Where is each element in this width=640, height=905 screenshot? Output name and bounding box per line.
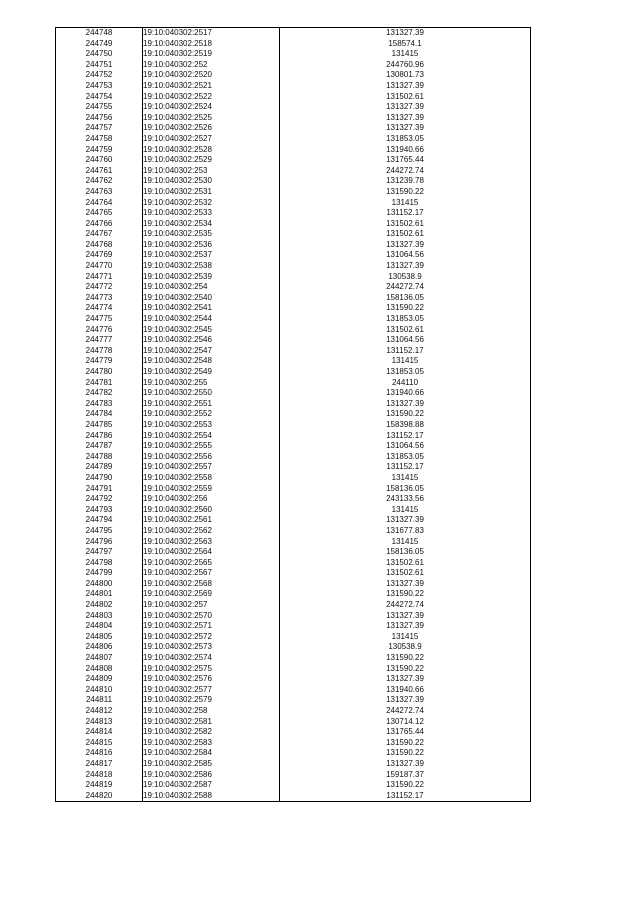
cadastral-number-cell: 19:10:040302:2555	[143, 441, 280, 452]
table-row	[56, 579, 531, 590]
value-cell: 131590.22	[386, 409, 424, 419]
value-cell: 244272.74	[386, 165, 424, 175]
row-id-cell: 244802	[56, 600, 143, 611]
table-row	[56, 102, 531, 113]
cadastral-number-cell: 19:10:040302:2517	[143, 28, 280, 39]
row-id-cell: 244756	[56, 113, 143, 124]
cadastral-number-cell: 19:10:040302:2556	[143, 452, 280, 463]
row-id-cell: 244752	[56, 70, 143, 81]
row-id-cell: 244803	[56, 611, 143, 622]
table-row	[56, 70, 531, 81]
cadastral-number-cell: 19:10:040302:2584	[143, 748, 280, 759]
value-cell: 131765.44	[386, 727, 424, 737]
table-row	[56, 399, 531, 410]
table-row	[56, 123, 531, 134]
cadastral-number-cell: 19:10:040302:2585	[143, 759, 280, 770]
table-row	[56, 49, 531, 60]
cadastral-number-cell: 19:10:040302:2574	[143, 653, 280, 664]
table-row	[56, 134, 531, 145]
cadastral-number-cell: 19:10:040302:253	[143, 166, 280, 177]
row-id-cell: 244820	[56, 791, 143, 802]
row-id-cell: 244749	[56, 39, 143, 50]
value-cell: 130801.73	[386, 70, 424, 80]
cadastral-number-cell: 19:10:040302:2540	[143, 293, 280, 304]
value-cell: 131677.83	[386, 525, 424, 535]
table-row	[56, 145, 531, 156]
cadastral-number-cell: 19:10:040302:2560	[143, 505, 280, 516]
table-row	[56, 240, 531, 251]
cadastral-number-cell: 19:10:040302:2572	[143, 632, 280, 643]
value-cell: 131853.05	[386, 451, 424, 461]
table-row	[56, 166, 531, 177]
cadastral-number-cell: 19:10:040302:2520	[143, 70, 280, 81]
value-cell: 131940.66	[386, 144, 424, 154]
value-cell: 131064.56	[386, 335, 424, 345]
table-row	[56, 303, 531, 314]
cadastral-number-cell: 19:10:040302:2573	[143, 642, 280, 653]
value-cell: 131327.39	[386, 621, 424, 631]
value-cell: 131590.22	[386, 186, 424, 196]
row-id-cell: 244787	[56, 441, 143, 452]
row-id-cell: 244791	[56, 484, 143, 495]
row-id-cell: 244813	[56, 717, 143, 728]
cadastral-number-cell: 19:10:040302:2546	[143, 335, 280, 346]
document-page	[55, 27, 531, 802]
row-id-cell: 244758	[56, 134, 143, 145]
cadastral-number-cell: 19:10:040302:2564	[143, 547, 280, 558]
cadastral-number-cell: 19:10:040302:2553	[143, 420, 280, 431]
table-row	[56, 611, 531, 622]
value-cell: 131502.61	[386, 324, 424, 334]
table-row	[56, 155, 531, 166]
row-id-cell: 244798	[56, 558, 143, 569]
table-row	[56, 187, 531, 198]
value-cell: 244110	[391, 377, 419, 387]
cadastral-number-cell: 19:10:040302:2536	[143, 240, 280, 251]
table-row	[56, 727, 531, 738]
cadastral-number-cell: 19:10:040302:2586	[143, 770, 280, 781]
table-row	[56, 558, 531, 569]
table-row	[56, 664, 531, 675]
cadastral-number-cell: 19:10:040302:2522	[143, 92, 280, 103]
row-id-cell: 244773	[56, 293, 143, 304]
value-cell: 131502.61	[386, 229, 424, 239]
cadastral-number-cell: 19:10:040302:2550	[143, 388, 280, 399]
table-row	[56, 526, 531, 537]
table-row	[56, 92, 531, 103]
value-cell: 131327.39	[386, 695, 424, 705]
value-cell: 131327.39	[386, 239, 424, 249]
cadastral-number-cell: 19:10:040302:2539	[143, 272, 280, 283]
cadastral-number-cell: 19:10:040302:2547	[143, 346, 280, 357]
value-cell: 131502.61	[386, 218, 424, 228]
value-cell: 131415	[391, 356, 419, 366]
cadastral-number-cell: 19:10:040302:2545	[143, 325, 280, 336]
cadastral-number-cell: 19:10:040302:2529	[143, 155, 280, 166]
row-id-cell: 244786	[56, 431, 143, 442]
value-cell: 131502.61	[386, 91, 424, 101]
cadastral-number-cell: 19:10:040302:2533	[143, 208, 280, 219]
table-row	[56, 706, 531, 717]
table-row	[56, 409, 531, 420]
row-id-cell: 244794	[56, 515, 143, 526]
row-id-cell: 244800	[56, 579, 143, 590]
cadastral-number-cell: 19:10:040302:2562	[143, 526, 280, 537]
row-id-cell: 244780	[56, 367, 143, 378]
cadastral-number-cell: 19:10:040302:2583	[143, 738, 280, 749]
cadastral-number-cell: 19:10:040302:2551	[143, 399, 280, 410]
row-id-cell: 244759	[56, 145, 143, 156]
table-row	[56, 695, 531, 706]
value-cell: 131502.61	[386, 568, 424, 578]
cadastral-number-cell: 19:10:040302:2534	[143, 219, 280, 230]
table-row	[56, 515, 531, 526]
value-cell: 131327.39	[386, 80, 424, 90]
row-id-cell: 244805	[56, 632, 143, 643]
row-id-cell: 244793	[56, 505, 143, 516]
row-id-cell: 244783	[56, 399, 143, 410]
value-cell: 131327.39	[386, 578, 424, 588]
table-row	[56, 113, 531, 124]
value-cell: 131327.39	[386, 261, 424, 271]
value-cell: 130714.12	[386, 716, 424, 726]
row-id-cell: 244799	[56, 568, 143, 579]
table-row	[56, 589, 531, 600]
cadastral-number-cell: 19:10:040302:2579	[143, 695, 280, 706]
row-id-cell: 244750	[56, 49, 143, 60]
cadastral-number-cell: 19:10:040302:2568	[143, 579, 280, 590]
table-row	[56, 378, 531, 389]
table-row	[56, 208, 531, 219]
table-row	[56, 717, 531, 728]
row-id-cell: 244797	[56, 547, 143, 558]
value-cell: 244760.96	[386, 59, 424, 69]
table-row	[56, 452, 531, 463]
value-cell: 131415	[391, 536, 419, 546]
cadastral-number-cell: 19:10:040302:2528	[143, 145, 280, 156]
row-id-cell: 244815	[56, 738, 143, 749]
row-id-cell: 244761	[56, 166, 143, 177]
cadastral-number-cell: 19:10:040302:2549	[143, 367, 280, 378]
row-id-cell: 244785	[56, 420, 143, 431]
cadastral-number-cell: 19:10:040302:2557	[143, 462, 280, 473]
row-id-cell: 244792	[56, 494, 143, 505]
cadastral-number-cell: 19:10:040302:2563	[143, 537, 280, 548]
value-cell: 131590.22	[386, 589, 424, 599]
table-row	[56, 81, 531, 92]
table-row	[56, 261, 531, 272]
value-cell: 131152.17	[386, 208, 424, 218]
cadastral-number-cell: 19:10:040302:252	[143, 60, 280, 71]
row-id-cell: 244772	[56, 282, 143, 293]
value-cell: 131239.78	[386, 176, 424, 186]
value-cell: 159187.37	[386, 769, 424, 779]
table-row	[56, 282, 531, 293]
table-row	[56, 505, 531, 516]
row-id-cell: 244768	[56, 240, 143, 251]
table-row	[56, 748, 531, 759]
table-row	[56, 293, 531, 304]
table-row	[56, 484, 531, 495]
row-id-cell: 244757	[56, 123, 143, 134]
value-cell: 131415	[391, 631, 419, 641]
table-row	[56, 388, 531, 399]
row-id-cell: 244816	[56, 748, 143, 759]
cadastral-number-cell: 19:10:040302:2538	[143, 261, 280, 272]
cadastral-number-cell: 19:10:040302:256	[143, 494, 280, 505]
cadastral-number-cell: 19:10:040302:2526	[143, 123, 280, 134]
table-row	[56, 685, 531, 696]
cadastral-number-cell: 19:10:040302:2527	[143, 134, 280, 145]
row-id-cell: 244806	[56, 642, 143, 653]
value-cell: 131327.39	[386, 398, 424, 408]
table-row	[56, 272, 531, 283]
row-id-cell: 244789	[56, 462, 143, 473]
row-id-cell: 244771	[56, 272, 143, 283]
table-row	[56, 420, 531, 431]
table-row	[56, 600, 531, 611]
cadastral-number-cell: 19:10:040302:257	[143, 600, 280, 611]
row-id-cell: 244778	[56, 346, 143, 357]
table-row	[56, 441, 531, 452]
row-id-cell: 244784	[56, 409, 143, 420]
row-id-cell: 244807	[56, 653, 143, 664]
value-cell: 131940.66	[386, 684, 424, 694]
row-id-cell: 244753	[56, 81, 143, 92]
cadastral-number-cell: 19:10:040302:2530	[143, 176, 280, 187]
row-id-cell: 244755	[56, 102, 143, 113]
data-table	[55, 27, 531, 802]
table-row	[56, 473, 531, 484]
cadastral-number-cell: 19:10:040302:2554	[143, 431, 280, 442]
row-id-cell: 244781	[56, 378, 143, 389]
table-row	[56, 770, 531, 781]
cadastral-number-cell: 19:10:040302:2571	[143, 621, 280, 632]
row-id-cell: 244790	[56, 473, 143, 484]
table-row	[56, 346, 531, 357]
value-cell: 158136.05	[386, 292, 424, 302]
table-row	[56, 60, 531, 71]
cadastral-number-cell: 19:10:040302:2552	[143, 409, 280, 420]
row-id-cell: 244796	[56, 537, 143, 548]
cadastral-number-cell: 19:10:040302:2582	[143, 727, 280, 738]
value-cell: 131502.61	[386, 557, 424, 567]
cadastral-number-cell: 19:10:040302:2565	[143, 558, 280, 569]
table-row	[56, 621, 531, 632]
value-cell: 244272.74	[386, 600, 424, 610]
row-id-cell: 244795	[56, 526, 143, 537]
table-row	[56, 219, 531, 230]
cadastral-number-cell: 19:10:040302:255	[143, 378, 280, 389]
row-id-cell: 244764	[56, 198, 143, 209]
row-id-cell: 244748	[56, 28, 143, 39]
row-id-cell: 244811	[56, 695, 143, 706]
value-cell: 131327.39	[386, 515, 424, 525]
row-id-cell: 244776	[56, 325, 143, 336]
value-cell: 131152.17	[386, 430, 424, 440]
value-cell: 131327.39	[386, 674, 424, 684]
value-cell: 158398.88	[386, 419, 424, 429]
cadastral-number-cell: 19:10:040302:2541	[143, 303, 280, 314]
cadastral-number-cell: 19:10:040302:2524	[143, 102, 280, 113]
value-cell: 130538.9	[388, 271, 422, 281]
table-row	[56, 250, 531, 261]
cadastral-number-cell: 19:10:040302:2558	[143, 473, 280, 484]
table-row	[56, 431, 531, 442]
value-cell: 131327.39	[386, 102, 424, 112]
value-cell: 131590.22	[386, 653, 424, 663]
value-cell: 131590.22	[386, 748, 424, 758]
table-row	[56, 547, 531, 558]
value-cell: 131327.39	[386, 28, 424, 37]
table-row	[56, 494, 531, 505]
cadastral-number-cell: 19:10:040302:2518	[143, 39, 280, 50]
row-id-cell: 244767	[56, 229, 143, 240]
table-row	[56, 653, 531, 664]
value-cell: 131590.22	[386, 303, 424, 313]
table-row	[56, 335, 531, 346]
row-id-cell: 244779	[56, 356, 143, 367]
value-cell: 131152.17	[386, 790, 424, 800]
cadastral-number-cell: 19:10:040302:2531	[143, 187, 280, 198]
cadastral-number-cell: 19:10:040302:2581	[143, 717, 280, 728]
table-row	[56, 462, 531, 473]
table-row	[56, 738, 531, 749]
table-row	[56, 356, 531, 367]
value-cell: 131415	[391, 197, 419, 207]
row-id-cell: 244762	[56, 176, 143, 187]
value-cell: 158136.05	[386, 483, 424, 493]
value-cell: 131327.39	[386, 758, 424, 768]
value-cell: 131415	[391, 504, 419, 514]
cadastral-number-cell: 19:10:040302:2532	[143, 198, 280, 209]
row-id-cell: 244818	[56, 770, 143, 781]
value-cell: 131327.39	[386, 123, 424, 133]
table-row	[56, 632, 531, 643]
cadastral-number-cell: 19:10:040302:2544	[143, 314, 280, 325]
value-cell: 131590.22	[386, 663, 424, 673]
value-cell: 131327.39	[386, 610, 424, 620]
row-id-cell: 244751	[56, 60, 143, 71]
table-row	[56, 642, 531, 653]
row-id-cell: 244770	[56, 261, 143, 272]
row-id-cell: 244775	[56, 314, 143, 325]
row-id-cell: 244774	[56, 303, 143, 314]
cadastral-number-cell: 19:10:040302:2570	[143, 611, 280, 622]
cadastral-number-cell: 19:10:040302:2567	[143, 568, 280, 579]
value-cell: 244272.74	[386, 282, 424, 292]
cadastral-number-cell: 19:10:040302:2548	[143, 356, 280, 367]
table-row	[56, 39, 531, 50]
table-row	[56, 537, 531, 548]
row-id-cell: 244760	[56, 155, 143, 166]
row-id-cell: 244766	[56, 219, 143, 230]
row-id-cell: 244808	[56, 664, 143, 675]
cadastral-number-cell: 19:10:040302:2577	[143, 685, 280, 696]
value-cell: 131064.56	[386, 441, 424, 451]
value-cell: 131590.22	[386, 737, 424, 747]
row-id-cell: 244769	[56, 250, 143, 261]
value-cell: 130538.9	[388, 642, 422, 652]
cadastral-number-cell: 19:10:040302:254	[143, 282, 280, 293]
cadastral-number-cell: 19:10:040302:2525	[143, 113, 280, 124]
table-row	[56, 325, 531, 336]
row-id-cell: 244777	[56, 335, 143, 346]
cadastral-number-cell: 19:10:040302:2587	[143, 780, 280, 791]
table-row	[56, 314, 531, 325]
table-row	[56, 791, 531, 802]
value-cell: 131152.17	[386, 345, 424, 355]
row-id-cell: 244814	[56, 727, 143, 738]
cadastral-number-cell: 19:10:040302:2519	[143, 49, 280, 60]
value-cell: 131064.56	[386, 250, 424, 260]
row-id-cell: 244809	[56, 674, 143, 685]
table-row	[56, 780, 531, 791]
table-row	[56, 674, 531, 685]
table-row	[56, 198, 531, 209]
row-id-cell: 244788	[56, 452, 143, 463]
table-row	[56, 28, 531, 39]
value-cell: 131327.39	[386, 112, 424, 122]
table-body	[56, 28, 531, 802]
cadastral-number-cell: 19:10:040302:2576	[143, 674, 280, 685]
value-cell: 131853.05	[386, 133, 424, 143]
row-id-cell: 244819	[56, 780, 143, 791]
row-id-cell: 244804	[56, 621, 143, 632]
row-id-cell: 244763	[56, 187, 143, 198]
value-cell: 158136.05	[386, 547, 424, 557]
value-cell: 158574.1	[388, 38, 422, 48]
value-cell: 131152.17	[386, 462, 424, 472]
cadastral-number-cell: 19:10:040302:2537	[143, 250, 280, 261]
row-id-cell: 244765	[56, 208, 143, 219]
table-row	[56, 568, 531, 579]
row-id-cell: 244812	[56, 706, 143, 717]
cadastral-number-cell: 19:10:040302:2588	[143, 791, 280, 802]
value-cell: 243133.56	[386, 494, 424, 504]
value-cell: 131940.66	[386, 388, 424, 398]
cadastral-number-cell: 19:10:040302:2559	[143, 484, 280, 495]
cadastral-number-cell: 19:10:040302:2521	[143, 81, 280, 92]
cadastral-number-cell: 19:10:040302:258	[143, 706, 280, 717]
value-cell: 131853.05	[386, 367, 424, 376]
value-cell: 131765.44	[386, 155, 424, 165]
cadastral-number-cell: 19:10:040302:2575	[143, 664, 280, 675]
row-id-cell: 244817	[56, 759, 143, 770]
cadastral-number-cell: 19:10:040302:2535	[143, 229, 280, 240]
row-id-cell: 244754	[56, 92, 143, 103]
table-row	[56, 759, 531, 770]
value-cell: 131853.05	[386, 314, 424, 324]
cadastral-number-cell: 19:10:040302:2569	[143, 589, 280, 600]
row-id-cell: 244801	[56, 589, 143, 600]
value-cell: 131415	[391, 472, 419, 482]
value-cell: 131590.22	[386, 780, 424, 790]
table-row	[56, 367, 531, 378]
value-cell: 244272.74	[386, 706, 424, 715]
cadastral-number-cell: 19:10:040302:2561	[143, 515, 280, 526]
value-cell: 131415	[391, 49, 419, 59]
row-id-cell: 244782	[56, 388, 143, 399]
table-row	[56, 176, 531, 187]
row-id-cell: 244810	[56, 685, 143, 696]
table-row	[56, 229, 531, 240]
